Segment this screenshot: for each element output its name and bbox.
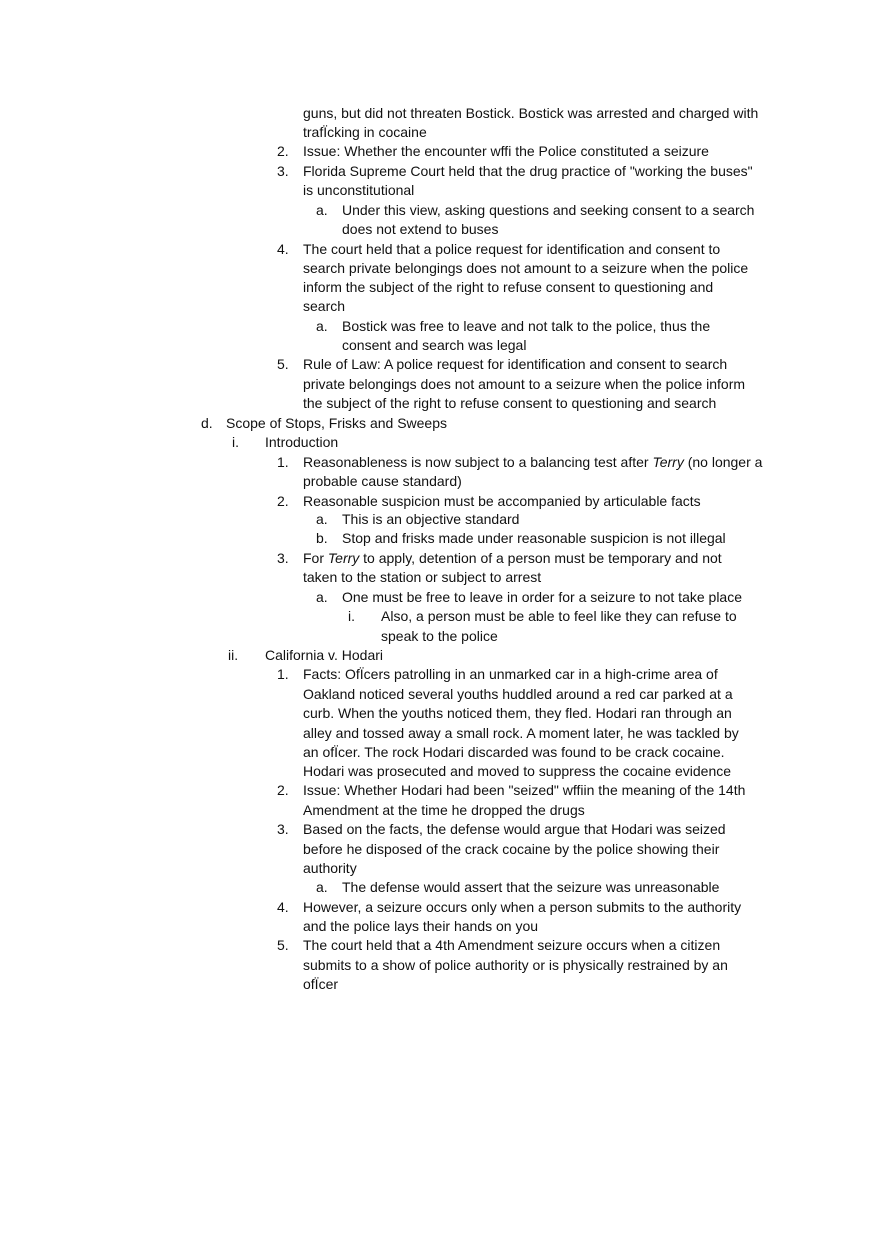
subsection-heading: California v. Hodari bbox=[265, 647, 384, 663]
text-line: Based on the facts, the defense would argue that Hodari was seized bbox=[303, 821, 726, 837]
list-marker: a. bbox=[316, 879, 328, 895]
text-line: speak to the police bbox=[381, 628, 498, 644]
list-marker: 3. bbox=[277, 821, 289, 837]
subsection-heading: Introduction bbox=[265, 434, 339, 450]
list-marker: a. bbox=[316, 511, 328, 527]
list-marker: 4. bbox=[277, 899, 289, 915]
text-line: The court held that a police request for identification and consent to bbox=[303, 241, 721, 257]
text-line: Issue: Whether Hodari had been "seized" wffiin the meaning of the 14th bbox=[303, 782, 746, 798]
text-line: However, a seizure occurs only when a person submits to the authority bbox=[303, 899, 742, 915]
list-marker: 5. bbox=[277, 937, 289, 953]
text-line: curb. When the youths noticed them, they fled. Hodari ran through an bbox=[303, 705, 732, 721]
section-heading: Scope of Stops, Frisks and Sweeps bbox=[226, 415, 447, 431]
text-line: This is an objective standard bbox=[342, 511, 520, 527]
text-line: taken to the station or subject to arrest bbox=[303, 569, 542, 585]
text-line: does not extend to buses bbox=[342, 221, 499, 237]
text-line: One must be free to leave in order for a seizure to not take place bbox=[342, 589, 742, 605]
text-line: guns, but did not threaten Bostick. Bostick was arrested and charged with bbox=[303, 105, 759, 121]
list-marker: a. bbox=[316, 202, 328, 218]
list-marker: 2. bbox=[277, 493, 289, 509]
text-line: authority bbox=[303, 860, 357, 876]
list-marker: 1. bbox=[277, 454, 289, 470]
text-line: ofÏcer bbox=[303, 976, 339, 992]
list-marker: i. bbox=[348, 608, 355, 624]
text-line: Hodari was prosecuted and moved to suppress the cocaine evidence bbox=[303, 763, 732, 779]
text-line: Rule of Law: A police request for identification and consent to search bbox=[303, 356, 728, 372]
text-line: submits to a show of police authority or is physically restrained by an bbox=[303, 957, 728, 973]
text-line: For Terry to apply, detention of a person must be temporary and not bbox=[303, 550, 722, 566]
list-marker: a. bbox=[316, 589, 328, 605]
text-line: alley and tossed away a small rock. A moment later, he was tackled by bbox=[303, 725, 739, 741]
list-marker: i. bbox=[232, 434, 239, 450]
text-line: Facts: OfÏcers patrolling in an unmarked car in a high-crime area of bbox=[303, 666, 718, 682]
text-line: search private belongings does not amount to a seizure when the police bbox=[303, 260, 749, 276]
list-marker: 3. bbox=[277, 550, 289, 566]
list-marker: 3. bbox=[277, 163, 289, 179]
list-marker: 5. bbox=[277, 356, 289, 372]
list-marker: b. bbox=[316, 530, 328, 546]
text-line: consent and search was legal bbox=[342, 337, 527, 353]
text-line: Florida Supreme Court held that the drug practice of "working the buses" bbox=[303, 163, 753, 179]
text-line: Reasonable suspicion must be accompanied by articulable facts bbox=[303, 493, 701, 509]
text-line: Bostick was free to leave and not talk to the police, thus the bbox=[342, 318, 711, 334]
text-line: Oakland noticed several youths huddled around a red car parked at a bbox=[303, 686, 733, 702]
list-marker: d. bbox=[201, 415, 213, 431]
text-line: The defense would assert that the seizure was unreasonable bbox=[342, 879, 720, 895]
text-line: before he disposed of the crack cocaine by the police showing their bbox=[303, 841, 720, 857]
list-marker: 1. bbox=[277, 666, 289, 682]
text-line: Issue: Whether the encounter wffi the Police constituted a seizure bbox=[303, 143, 709, 159]
text-line: and the police lays their hands on you bbox=[303, 918, 539, 934]
text-line: trafÏcking in cocaine bbox=[303, 124, 427, 140]
text-line: Stop and frisks made under reasonable suspicion is not illegal bbox=[342, 530, 726, 546]
text-line: Under this view, asking questions and seeking consent to a search bbox=[342, 202, 755, 218]
text-line: probable cause standard) bbox=[303, 473, 462, 489]
text-line: Also, a person must be able to feel like they can refuse to bbox=[381, 608, 737, 624]
text-line: Reasonableness is now subject to a balancing test after Terry (no longer a bbox=[303, 454, 763, 470]
text-line: inform the subject of the right to refuse consent to questioning and bbox=[303, 279, 714, 295]
list-marker: 2. bbox=[277, 782, 289, 798]
text-line: Amendment at the time he dropped the drugs bbox=[303, 802, 585, 818]
text-line: The court held that a 4th Amendment seizure occurs when a citizen bbox=[303, 937, 721, 953]
text-line: the subject of the right to refuse consent to questioning and search bbox=[303, 395, 717, 411]
list-marker: 2. bbox=[277, 143, 289, 159]
text-line: is unconstitutional bbox=[303, 182, 415, 198]
list-marker: ii. bbox=[228, 647, 239, 663]
list-marker: a. bbox=[316, 318, 328, 334]
list-marker: 4. bbox=[277, 241, 289, 257]
text-line: search bbox=[303, 298, 346, 314]
text-line: private belongings does not amount to a seizure when the police inform bbox=[303, 376, 746, 392]
text-line: an ofÏcer. The rock Hodari discarded was found to be crack cocaine. bbox=[303, 744, 725, 760]
